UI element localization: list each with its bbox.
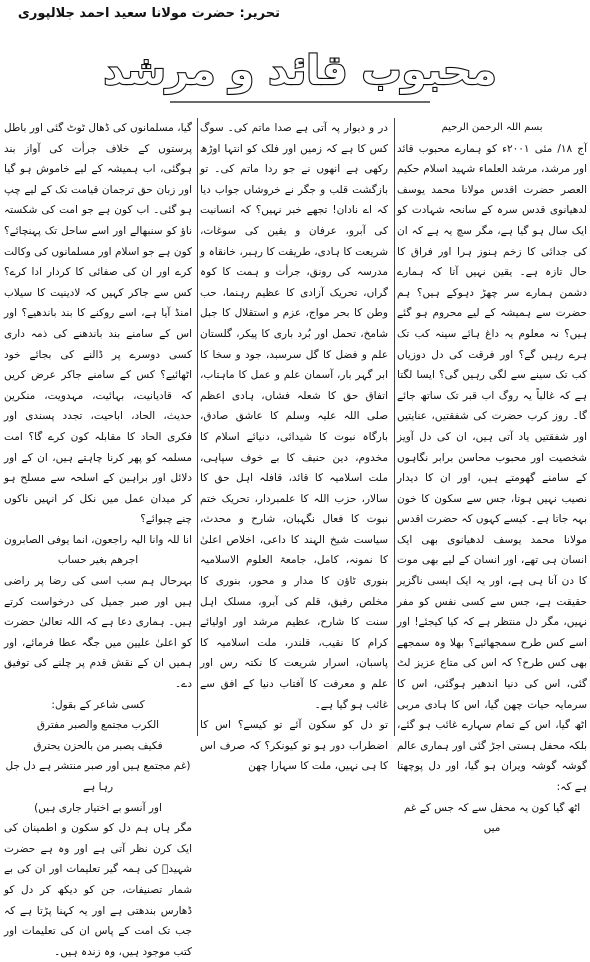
paragraph: آج ۱۸/ مئی ۲۰۰۱ء کو ہمارے محبوب قائد اور مرشد، مرشد العلماء شہید اسلام حکیم العصر حضرت اقدس مولانا محمد یوسف لدھیانوی قدس سرہ کے سانحہ شہادت کو ایک سال ہو گیا ہے، مگر سچ یہ ہے کہ ان کی جدائی کا زخم ہنوز ہرا اور فراق کا حال تازہ ہے۔ یقین نہیں آتا کہ ہمارے دشمن ہمارے سر چھڑ دہوکے ہیں؟ ہم حضرت سے ہمیشہ کے لیے محروم ہو گئے ہیں؟ نہ معلوم یہ داغ ہائے سینہ کب تک ہرے رہیں گے؟ اور فرقت کی دل دوزیاں کب تک سینے سے لگی رہیں گی؟ ایسا لگتا ہے کہ غالباً یہ روگ اب قبر تک ساتھ جائے گا۔ روز کرب حضرت کی شفقتیں، عنایتیں اور شفقتیں یاد آتی ہیں، ان کی دل آویز شخصیت اور محبوب محاسن برابر نگاہوں کے سامنے گھومتے ہیں، اور ان کا دیدار نصیب نہیں ہوتا، جس سے سکون کا خون بہہ جاتا ہے۔ کیسے کہوں کہ حضرت اقدس مولانا محمد یوسف لدھیانوی بھی ایک انسان ہی تھے، اور انسان کے لیے بھی موت کا دن آنا ہی ہے، اور یہ ایک ایسی ناگزیر حقیقت ہے، جس سے کسی نفس کو مفر نہیں، مگر دل منتظر ہے کہ کیا کیجئے! اور اسے کس طرح سمجھائیے؟ بھلا وہ سمجھے بھی کس طرح؟ کہ اس کی متاع عزیز لٹ گئی، اس کی دنیا اندھیر ہوگئی، اس کا سرمایہ حیات چھن گیا، اس کا ہادی مربی اٹھ گیا، اس کے تمام سہارے غائب ہو گئے، بلکہ محفل ہستی اجڑ گئی اور ہماری عالم گوشہ گوشہ ویران ہو گیا، اور دل پوچھتا ہے کہ: (397, 142, 587, 793)
poem-line: الکرب مجتمع والصبر مفترق (36, 719, 160, 732)
article-title-graphic (103, 32, 497, 110)
column-divider (197, 118, 198, 736)
article-column-middle (200, 118, 388, 773)
arabic-quote: انا للہ وانا الیہ راجعون، انما یوفی الصابرون اجرھم بغیر حساب (4, 533, 192, 567)
article-column-left (4, 118, 192, 958)
poem-line: (غم مجتمع ہیں اور صبر منتشر ہے دل جل رہا ہے (5, 760, 191, 793)
bismillah: بسم اللہ الرحمن الرحیم (441, 122, 543, 133)
article-column-right (397, 118, 587, 835)
paragraph: بہرحال ہم سب اسی کی رضا پر راضی ہیں اور صبر جمیل کی درخواست کرتے ہیں۔ ہماری دعا ہے کہ اللہ تعالیٰ حضرت کو اعلیٰ علیین میں جگہ عطا فرمائے، اور ہمیں ان کے نقش قدم پر چلنے کی توفیق دے۔ (4, 575, 192, 691)
poem-line: فکیف یصبر من بالحزن یحترق (33, 739, 163, 752)
verse-line: اٹھ گیا کون یہ محفل سے کہ جس کے غم میں (403, 801, 581, 835)
article-title (103, 32, 497, 110)
article-byline: تحریر: حضرت مولانا سعید احمد جلالپوری (17, 6, 280, 21)
paragraph: گیا، مسلمانوں کی ڈھال ٹوٹ گئی اور باطل پرستوں کے خلاف جرأت کی آواز بند ہوگئی، اب ہمیشہ کے لیے خاموش ہو گیا اور زبان حق ترجمان قیامت تک کے لیے چپ ہو گئی۔ اب کون ہے جو امت کی شکستہ ناؤ کو سنبھالے اور اسے ساحل تک پہنچائے؟ کون ہے جو اسلام اور مسلمانوں کی وکالت کرے اور ان کی صفائی کا کردار ادا کرے؟ کس سے جاکر کہیں کہ لادینیت کا سیلاب امنڈ آیا ہے، اسے روکنے کا بند باندھیے؟ اور اس کے سامنے بند باندھنے کی ذمہ داری کسی دوسرے پر ڈالنے کی بجائے خود اٹھائیے؟ کس کے سامنے جاکر عرض کریں کہ قادیانیت، بہائیت، مہدویت، منکرین حدیث، الحاد، اباحیت، تجدد پسندی اور فکری الحاد کا مقابلہ کون کرے گا؟ امت مسلمہ کو پھر کرنا چاہتے ہیں، ان کے اور دلائل اور براہین کے اسلحہ سے مسلح ہو کر میدان عمل میں نکل کر انہیں ناکوں چنے چبوائے؟ (4, 122, 192, 526)
paragraph: مگر ہاں ہم دل کو سکون و اطمینان کی ایک کرن نظر آتی ہے اور وہ ہے حضرت شہیدؒ کی ہمہ گیر تعلیمات اور ان کی بے شمار تصنیفات، جن کو دیکھ کر دل کو ڈھارس بندھتی ہے اور یہ کہنا پڑتا ہے کہ جب تک امت کے پاس ان کی تعلیمات اور کتب موجود ہیں، وہ زندہ ہیں۔ (4, 822, 192, 958)
article-title-text: محبوب قائد و مرشد (103, 48, 497, 94)
paragraph: در و دیوار پہ آتی ہے صدا ماتم کی۔ سوگ کس کا ہے کہ زمیں اور فلک کو انتہا اوڑھ رکھی ہے انھوں نے جو ردا ماتم کی۔ تو بازگشت قلب و جگر نے خروشاں جواب دیا کہ اے نادان! تجھے خبر نہیں؟ کہ انسانیت کی آبرو، عرفان و یقین کی سوغات، شریعت کا ہادی، طریقت کا رہبر، خانقاہ و مدرسہ کی رونق، جرأت و ہمت کا کوہ گراں، تحریک آزادی کا عظیم رہنما، حب وطن کا بحر مواج، عزم و استقلال کا جبل شامخ، تحمل اور بُرد باری کا پیکر، گلستان علم و فضل کا گل سرسبد، جود و سخا کا ابر گہر بار، آسمان علم و عمل کا ماہتاب، اتفاق حق کا شعلہ فشاں، ہادی اعظم صلی اللہ علیہ وسلم کا عاشق صادق، بارگاہ نبوت کا شیدائی، دنیائے اسلام کا مخدوم، دین حنیف کا بے خوف سپاہی، ملت اسلامیہ کا قائد، قافلہ اہل حق کا سالار، حزب اللہ کا علمبردار، تحریک ختم نبوت کا فعال نگہبان، شارح و محدث، سیاست شیخ الہند کا داعی، اخلاص اعلیٰ کا نمونہ، کامل، جامعۃ العلوم الاسلامیہ بنوری ٹاؤن کا مدار و محور، بنوری کا مخلص رفیق، قلم کی آبرو، مسلک اہل سنت کا شارح، عظیم مرشد اور اولیائے کرام کا نقیب، قلندر، ملت اسلامیہ کا پاسبان، اسرار شریعت کا نکتہ رس اور علم و معرفت کا آفتاب دنیا کے افق سے غائب ہو گیا ہے۔ (200, 122, 388, 711)
paragraph: تو دل کو سکون آئے تو کیسے؟ اس کا اضطراب دور ہو تو کیونکر؟ کہ صرف اس کا ہی نہیں، ملت کا سہارا چھن (200, 719, 388, 773)
column-divider (394, 118, 395, 736)
article-columns (2, 118, 588, 958)
poem-line: اور آنسو بے اختیار جاری ہیں) (34, 801, 162, 814)
poet-intro: کسی شاعر کے بقول: (51, 698, 145, 711)
